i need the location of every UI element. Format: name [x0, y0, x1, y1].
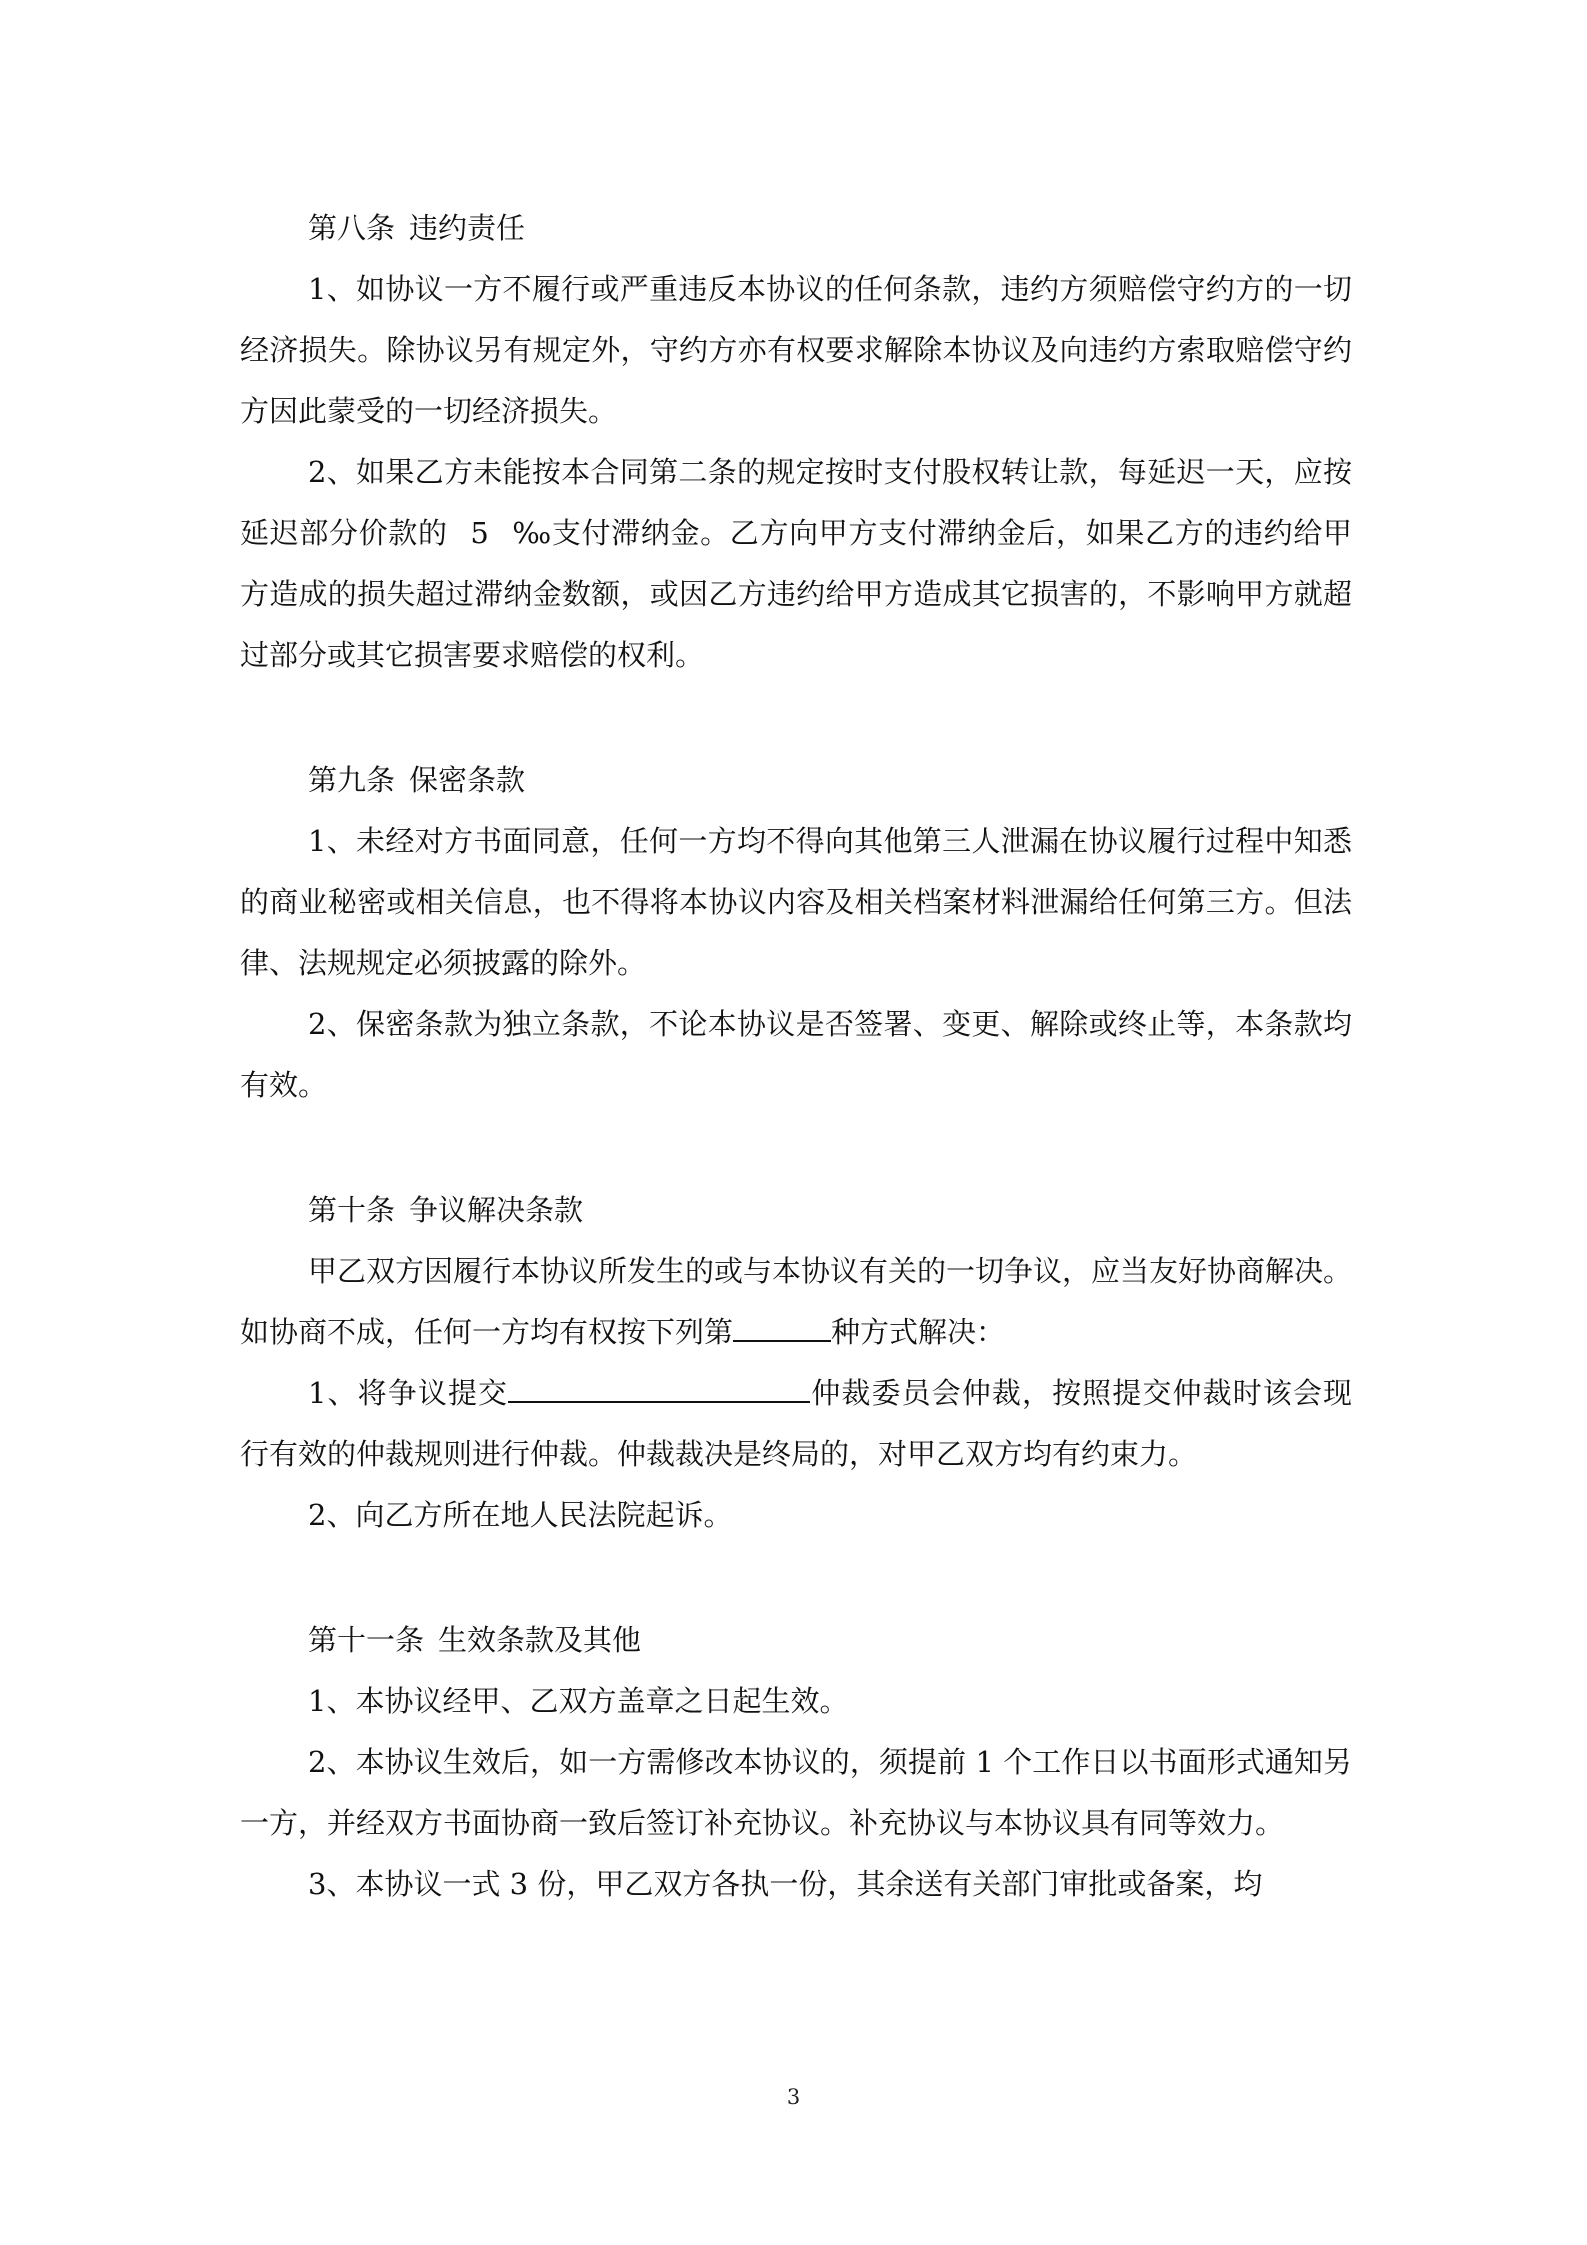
article-8-heading: [240, 198, 1352, 259]
article-10-paragraph-1-after: 种方式解决：: [831, 1315, 1006, 1349]
article-10-paragraph-2-before: 1、将争议提交: [308, 1376, 509, 1410]
article-11-title: 生效条款及其他: [438, 1623, 642, 1657]
article-10-section: [240, 1180, 1352, 1546]
article-8-section: [240, 198, 1352, 686]
article-10-paragraph-3: 2、向乙方所在地人民法院起诉。: [308, 1498, 733, 1532]
article-10-paragraph-2-after: 仲裁委员会仲裁，按照提交仲裁时该会现行有效的仲裁规则进行仲裁。仲裁裁决是终局的，对甲乙双方均有约束力。: [240, 1376, 1352, 1471]
article-8-paragraph-2-before: 2、如果乙方未能按本合同第二条的规定按时支付股权转让款，每延迟一天，应按延迟部分价款的: [240, 455, 1352, 550]
article-8-number: 第八条: [308, 211, 396, 245]
article-10-paragraph-1-before: 甲乙双方因履行本协议所发生的或与本协议有关的一切争议，应当友好协商解决。如协商不成，任何一方均有权按下列第: [240, 1254, 1353, 1349]
article-9-title: 保密条款: [409, 763, 526, 797]
arbitration-body-blank: [508, 1377, 810, 1403]
contract-content: [240, 198, 1352, 1915]
article-8-paragraph-2-after: ‰支付滞纳金。乙方向甲方支付滞纳金后，如果乙方的违约给甲方造成的损失超过滞纳金数额，或因乙方违约给甲方造成其它损害的，不影响甲方就超过部分或其它损害要求赔偿的权利。: [240, 516, 1352, 672]
article-8-paragraph-1: 1、如协议一方不履行或严重违反本协议的任何条款，违约方须赔偿守约方的一切经济损失。除协议另有规定外，守约方亦有权要求解除本协议及向违约方索取赔偿守约方因此蒙受的一切经济损失。: [240, 272, 1352, 428]
article-11-section: [240, 1610, 1352, 1915]
article-11-heading: [240, 1610, 1352, 1671]
article-9-section: [240, 750, 1352, 1116]
page-number: 3: [786, 2085, 801, 2109]
article-10-paragraph-1: [240, 1241, 1352, 1363]
article-8-title: 违约责任: [409, 211, 526, 245]
article-9-paragraph-2: 2、保密条款为独立条款，不论本协议是否签署、变更、解除或终止等，本条款均有效。: [240, 1007, 1352, 1102]
article-11-paragraph-1: 1、本协议经甲、乙双方盖章之日起生效。: [308, 1684, 849, 1718]
article-11-paragraph-3: 3、本协议一式 3 份，甲乙双方各执一份，其余送有关部门审批或备案，均: [308, 1867, 1263, 1901]
article-10-paragraph-2: [240, 1363, 1352, 1485]
article-10-title: 争议解决条款: [409, 1193, 584, 1227]
article-9-number: 第九条: [308, 763, 396, 797]
article-11-paragraph-2: 2、本协议生效后，如一方需修改本协议的，须提前 1 个工作日以书面形式通知另一方，并经双方书面协商一致后签订补充协议。补充协议与本协议具有同等效力。: [240, 1745, 1352, 1840]
late-fee-rate-value: 5: [470, 516, 489, 550]
article-9-paragraph-1: 1、未经对方书面同意，任何一方均不得向其他第三人泄漏在协议履行过程中知悉的商业秘密或相关信息，也不得将本协议内容及相关档案材料泄漏给任何第三方。但法律、法规规定必须披露的除外。: [240, 824, 1352, 980]
article-10-number: 第十条: [308, 1193, 396, 1227]
article-8-paragraph-2: [240, 442, 1352, 686]
dispute-method-blank: [733, 1316, 831, 1342]
article-11-number: 第十一条: [308, 1623, 425, 1657]
article-9-heading: [240, 750, 1352, 811]
article-10-heading: [240, 1180, 1352, 1241]
